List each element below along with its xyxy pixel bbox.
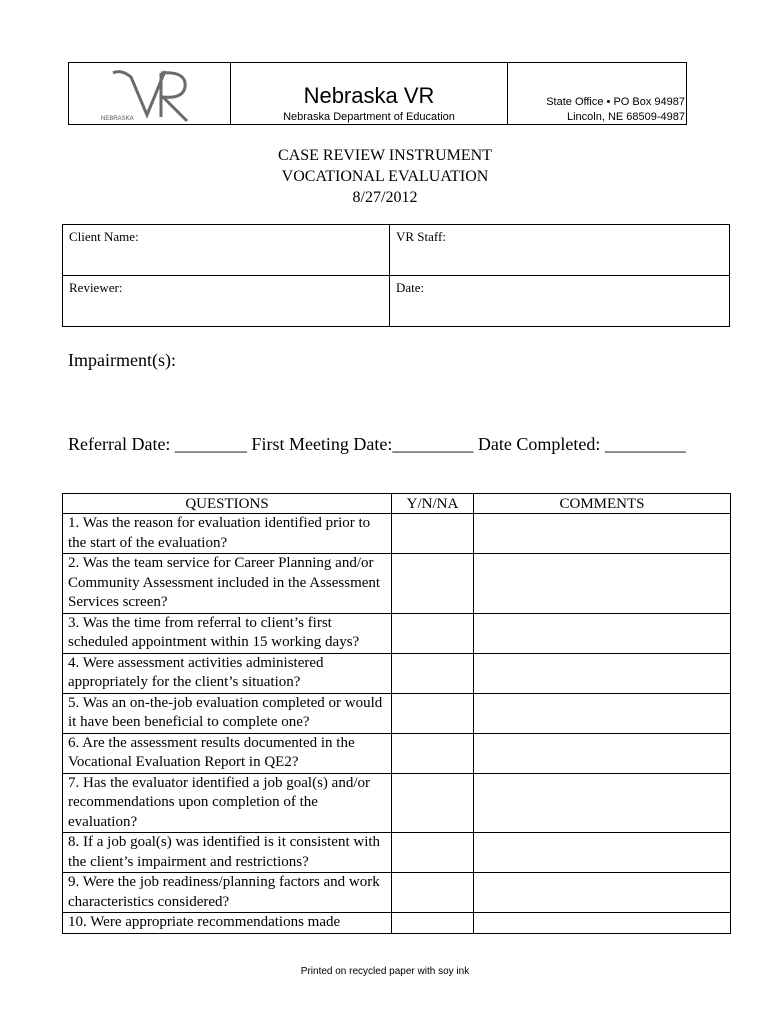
table-row (63, 913, 731, 934)
yn-cell[interactable] (392, 613, 474, 653)
letterhead-address (508, 63, 686, 124)
question-text: 2. Was the team service for Career Planning and/or Community Assessment included in the Assessment Services screen? (63, 554, 392, 614)
yn-cell[interactable] (392, 873, 474, 913)
address-line-2: Lincoln, NE 68509-4987 (566, 111, 685, 123)
comments-cell[interactable] (474, 733, 731, 773)
table-row (63, 693, 731, 733)
vr-staff-field[interactable] (390, 225, 730, 276)
table-row (63, 514, 731, 554)
client-name-field[interactable] (63, 225, 390, 276)
yn-cell[interactable] (392, 653, 474, 693)
yn-cell[interactable] (392, 554, 474, 614)
question-text: 9. Were the job readiness/planning factors and work characteristics considered? (63, 873, 392, 913)
table-row (63, 653, 731, 693)
vr-staff-label: VR Staff: (396, 229, 446, 244)
question-text: 6. Are the assessment results documented in the Vocational Evaluation Report in QE2? (63, 733, 392, 773)
question-text: 8. If a job goal(s) was identified is it consistent with the client’s impairment and restrictions? (63, 833, 392, 873)
letterhead (68, 62, 687, 125)
comments-cell[interactable] (474, 773, 731, 833)
date-label: Date: (396, 280, 425, 295)
question-text: 5. Was an on-the-job evaluation completed or would it have been beneficial to complete one? (63, 693, 392, 733)
questions-header: QUESTIONS (63, 494, 392, 514)
client-name-label: Client Name: (69, 229, 139, 244)
date-field[interactable] (390, 276, 730, 327)
letterhead-center (231, 63, 508, 124)
logo-cell (69, 63, 231, 124)
table-row (63, 873, 731, 913)
case-info-table (62, 224, 730, 327)
yn-header: Y/N/NA (392, 494, 474, 514)
question-text: 10. Were appropriate recommendations made (63, 913, 392, 934)
address-line-1: State Office • PO Box 94987 (546, 96, 685, 108)
yn-cell[interactable] (392, 833, 474, 873)
document-date: 8/27/2012 (352, 189, 418, 206)
table-row (63, 833, 731, 873)
question-text: 7. Has the evaluator identified a job goal(s) and/or recommendations upon completion of the evaluation? (63, 773, 392, 833)
yn-cell[interactable] (392, 514, 474, 554)
agency-title: Nebraska VR (303, 83, 435, 108)
comments-cell[interactable] (474, 613, 731, 653)
document-title-line-1: CASE REVIEW INSTRUMENT (278, 147, 492, 164)
svg-text:NEBRASKA: NEBRASKA (101, 116, 134, 122)
impairments-label: Impairment(s): (68, 350, 176, 370)
agency-subtitle: Nebraska Department of Education (283, 111, 455, 123)
question-text: 3. Was the time from referral to client’s first scheduled appointment within 15 working days? (63, 613, 392, 653)
yn-cell[interactable] (392, 733, 474, 773)
table-row (63, 554, 731, 614)
table-row (63, 613, 731, 653)
comments-cell[interactable] (474, 873, 731, 913)
comments-cell[interactable] (474, 514, 731, 554)
comments-cell[interactable] (474, 913, 731, 934)
reviewer-label: Reviewer: (69, 280, 123, 295)
table-row (63, 733, 731, 773)
yn-cell[interactable] (392, 773, 474, 833)
footer-note: Printed on recycled paper with soy ink (300, 966, 470, 977)
yn-cell[interactable] (392, 913, 474, 934)
yn-cell[interactable] (392, 693, 474, 733)
nebraska-vr-logo (101, 65, 201, 125)
comments-header: COMMENTS (474, 494, 731, 514)
question-text: 4. Were assessment activities administered appropriately for the client’s situation? (63, 653, 392, 693)
comments-cell[interactable] (474, 693, 731, 733)
table-row (63, 773, 731, 833)
question-text: 1. Was the reason for evaluation identified prior to the start of the evaluation? (63, 514, 392, 554)
questions-table (62, 493, 731, 934)
comments-cell[interactable] (474, 833, 731, 873)
reviewer-field[interactable] (63, 276, 390, 327)
comments-cell[interactable] (474, 653, 731, 693)
comments-cell[interactable] (474, 554, 731, 614)
document-title-line-2: VOCATIONAL EVALUATION (281, 168, 489, 185)
dates-line: Referral Date: ________ First Meeting Date:_________ Date Completed: _________ (68, 434, 686, 454)
